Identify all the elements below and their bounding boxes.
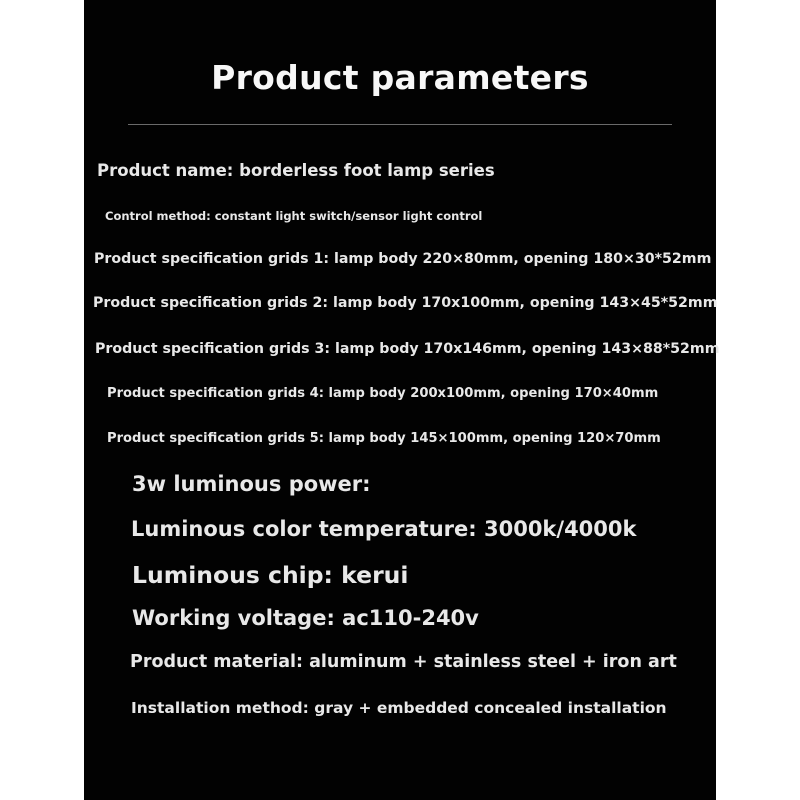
- param-installation-method: Installation method: gray + embedded concealed installation: [131, 699, 667, 717]
- page-title: Product parameters: [211, 58, 589, 97]
- param-product-name: Product name: borderless foot lamp series: [97, 161, 495, 180]
- param-luminous-power: 3w luminous power:: [132, 472, 371, 496]
- param-luminous-chip: Luminous chip: kerui: [132, 561, 409, 589]
- param-control-method: Control method: constant light switch/sensor light control: [105, 209, 483, 223]
- param-color-temperature: Luminous color temperature: 3000k/4000k: [131, 517, 637, 541]
- param-product-material: Product material: aluminum + stainless steel + iron art: [130, 652, 677, 672]
- param-spec-grid-2: Product specification grids 2: lamp body 170x100mm, opening 143×45*52mm: [93, 295, 718, 311]
- title-divider: [128, 124, 672, 125]
- param-spec-grid-4: Product specification grids 4: lamp body 200x100mm, opening 170×40mm: [107, 386, 659, 401]
- param-spec-grid-1: Product specification grids 1: lamp body 220×80mm, opening 180×30*52mm: [94, 251, 712, 267]
- product-parameters-panel: [84, 0, 720, 800]
- param-spec-grid-5: Product specification grids 5: lamp body 145×100mm, opening 120×70mm: [107, 431, 661, 446]
- param-spec-grid-3: Product specification grids 3: lamp body 170x146mm, opening 143×88*52mm: [95, 341, 720, 357]
- param-working-voltage: Working voltage: ac110-240v: [132, 606, 479, 630]
